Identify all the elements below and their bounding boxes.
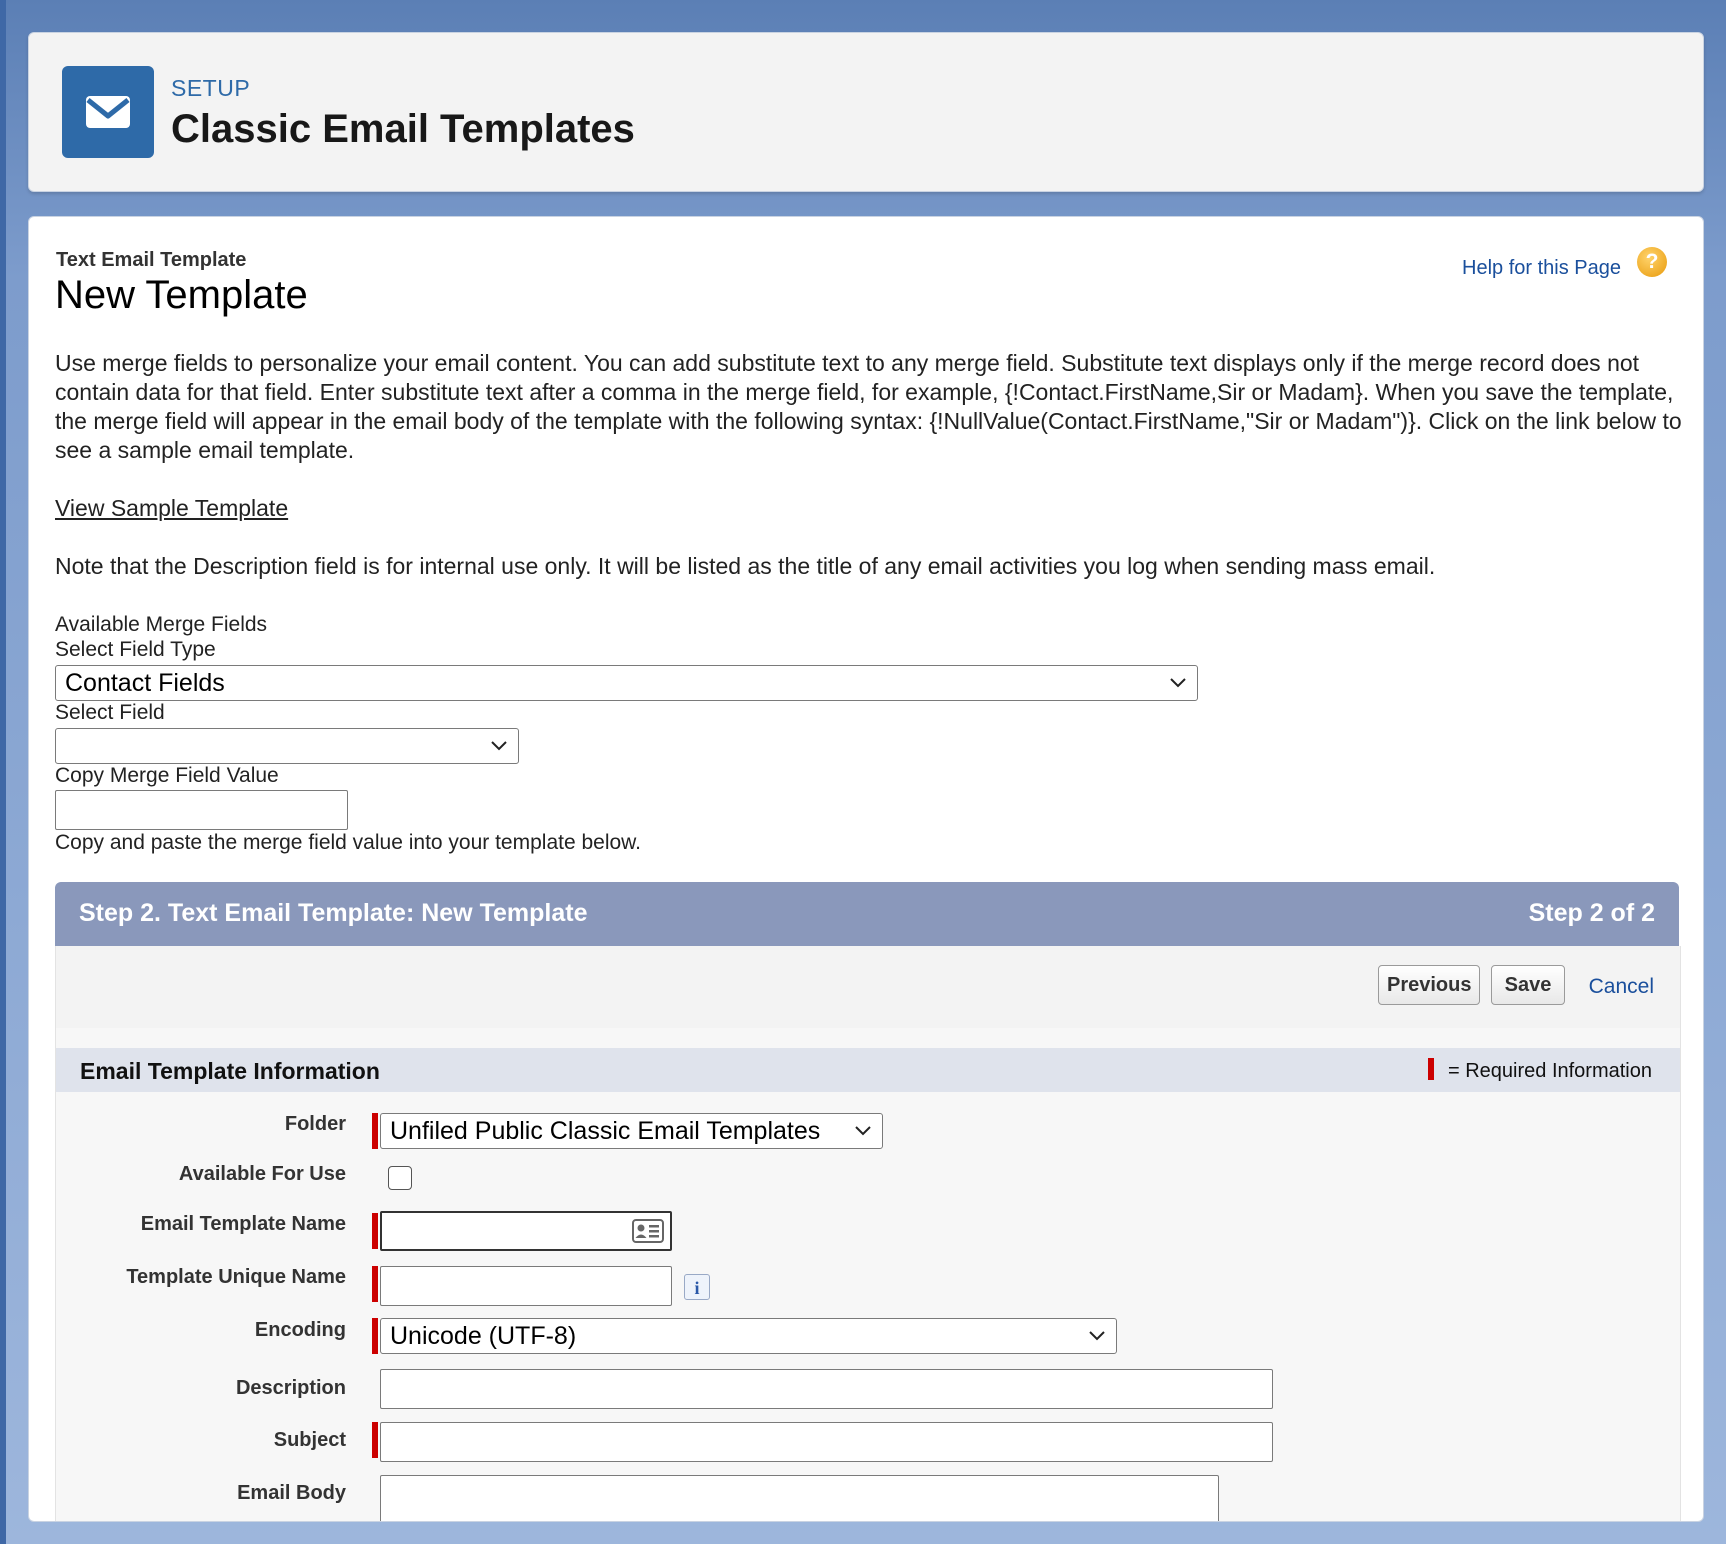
required-marker bbox=[372, 1318, 378, 1354]
chevron-down-icon bbox=[1088, 1330, 1106, 1342]
required-marker bbox=[372, 1266, 378, 1302]
required-marker bbox=[372, 1422, 378, 1458]
field-type-label: Select Field Type bbox=[55, 638, 216, 661]
window-edge bbox=[0, 0, 6, 1544]
view-sample-template-link[interactable]: View Sample Template bbox=[55, 495, 289, 521]
encoding-value: Unicode (UTF-8) bbox=[390, 1322, 577, 1350]
cancel-link[interactable]: Cancel bbox=[1588, 975, 1654, 998]
copy-help-text: Copy and paste the merge field value into your template below. bbox=[55, 831, 642, 854]
folder-select[interactable] bbox=[380, 1113, 883, 1149]
breadcrumb[interactable]: SETUP bbox=[171, 75, 251, 101]
email-template-name-label: Email Template Name bbox=[140, 1213, 346, 1235]
page-header bbox=[28, 32, 1704, 192]
step-count: Step 2 of 2 bbox=[1528, 899, 1655, 927]
main-content bbox=[28, 216, 1704, 1522]
info-icon[interactable]: i bbox=[684, 1274, 710, 1300]
section-title: Email Template Information bbox=[80, 1058, 380, 1084]
folder-value: Unfiled Public Classic Email Templates bbox=[390, 1117, 821, 1145]
required-marker bbox=[372, 1113, 378, 1149]
help-link[interactable]: Help for this Page bbox=[1462, 257, 1621, 279]
folder-label: Folder bbox=[284, 1113, 346, 1135]
required-legend bbox=[1428, 1058, 1652, 1083]
template-type-label: Text Email Template bbox=[56, 249, 247, 271]
select-field-label: Select Field bbox=[55, 701, 165, 724]
email-body-textarea[interactable] bbox=[380, 1475, 1219, 1522]
chevron-down-icon bbox=[854, 1125, 872, 1137]
available-for-use-label: Available For Use bbox=[178, 1163, 346, 1185]
available-for-use-checkbox[interactable] bbox=[388, 1166, 412, 1190]
encoding-select[interactable] bbox=[380, 1318, 1117, 1354]
email-body-label: Email Body bbox=[237, 1482, 346, 1504]
description-note: Note that the Description field is for internal use only. It will be listed as the title of any email activities you log when sending mass email. bbox=[55, 553, 1436, 579]
subject-input[interactable] bbox=[380, 1422, 1273, 1462]
select-field-select[interactable] bbox=[55, 728, 519, 764]
save-button[interactable]: Save bbox=[1491, 965, 1565, 1005]
help-icon[interactable]: ? bbox=[1637, 247, 1667, 277]
contact-card-icon bbox=[632, 1219, 664, 1243]
required-marker bbox=[372, 1213, 378, 1249]
template-unique-name-label: Template Unique Name bbox=[126, 1266, 346, 1288]
merge-fields-heading: Available Merge Fields bbox=[55, 613, 268, 636]
step-title: Step 2. Text Email Template: New Template bbox=[79, 899, 588, 927]
subject-label: Subject bbox=[273, 1429, 346, 1451]
chevron-down-icon bbox=[1169, 677, 1187, 689]
previous-button[interactable]: Previous bbox=[1378, 965, 1480, 1005]
page-title: Classic Email Templates bbox=[171, 107, 635, 151]
field-type-value: Contact Fields bbox=[65, 669, 225, 697]
required-marker bbox=[1428, 1058, 1434, 1080]
copy-merge-field-input[interactable] bbox=[55, 790, 348, 830]
email-template-information-section bbox=[55, 1028, 1681, 1522]
description-label: Description bbox=[235, 1377, 346, 1399]
field-type-select[interactable] bbox=[55, 665, 1198, 701]
email-template-name-input[interactable] bbox=[380, 1211, 672, 1251]
template-title: New Template bbox=[55, 273, 308, 317]
encoding-label: Encoding bbox=[254, 1319, 346, 1341]
email-icon bbox=[62, 66, 154, 158]
section-header bbox=[56, 1048, 1680, 1092]
button-bar bbox=[55, 946, 1681, 1029]
description-input[interactable] bbox=[380, 1369, 1273, 1409]
required-legend-text: = Required Information bbox=[1447, 1060, 1652, 1082]
intro-text: Use merge fields to personalize your email content. You can add substitute text to any merge field. Substitute text displays only if the merge record does not contain data for that field. Enter substitute text after a comma in the merge field, for example, {!Contact.FirstName,Sir or Madam}. When you save the template, the merge field will appear in the email body of the template with the following syntax: {!NullValue(Contact.FirstName,"Sir or Madam")}. Click on the link below to see a sample email template. bbox=[55, 350, 1682, 463]
chevron-down-icon bbox=[490, 740, 508, 752]
copy-merge-label: Copy Merge Field Value bbox=[55, 764, 279, 787]
step-header bbox=[55, 882, 1679, 946]
template-unique-name-input[interactable] bbox=[380, 1266, 672, 1306]
